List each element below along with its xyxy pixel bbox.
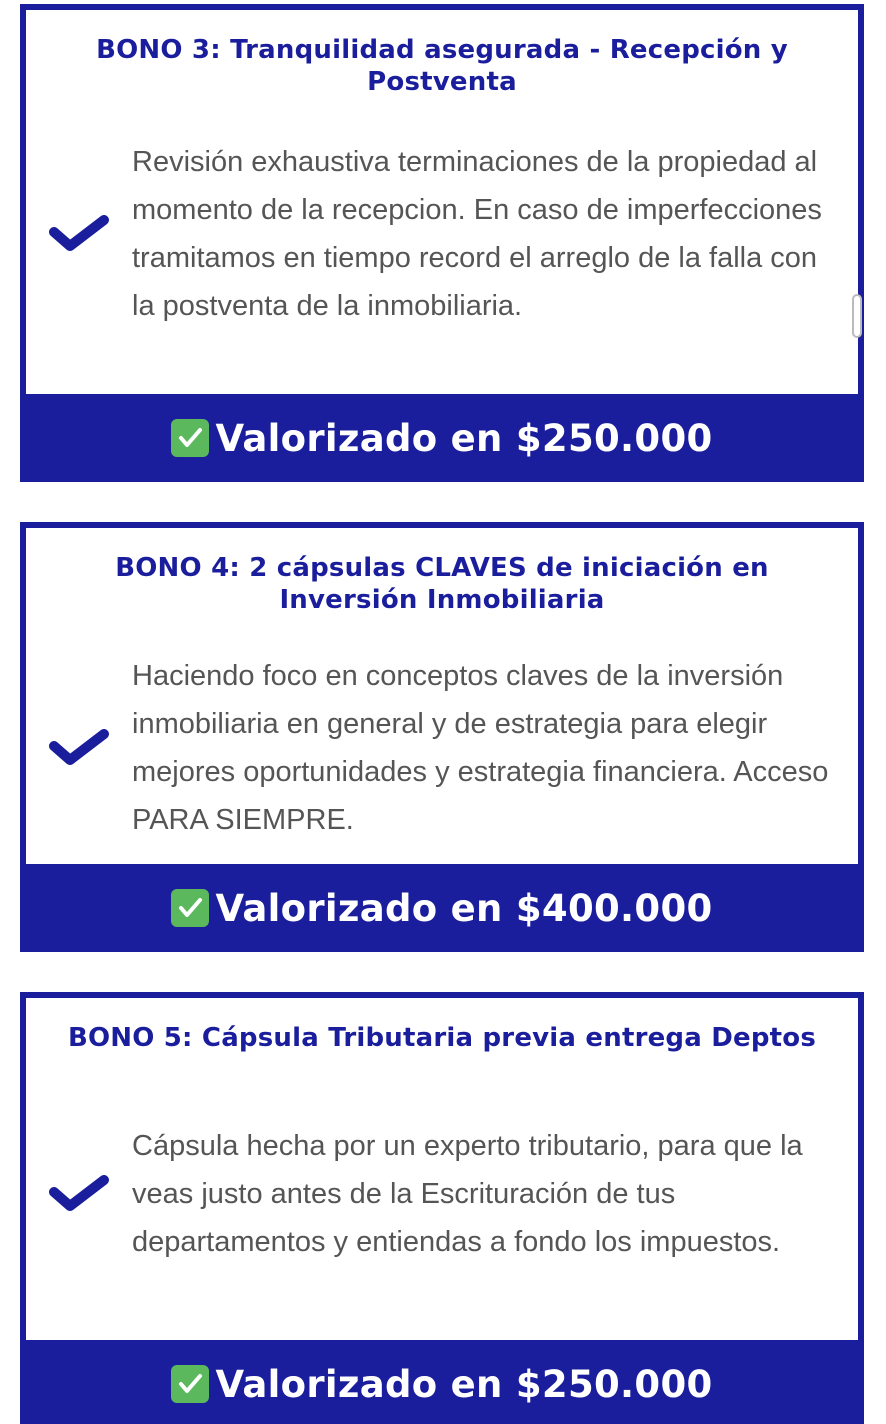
bonus-description: Haciendo foco en conceptos claves de la inversión inmobiliaria en general y de estrategia para elegir mejores oportunidades y estrategia financiera. Acceso PARA SIEMPRE. — [132, 660, 829, 836]
bonus-body — [26, 138, 858, 330]
bonus-body — [26, 1122, 858, 1266]
checkmark-icon — [48, 728, 112, 768]
checkmark-icon — [48, 214, 112, 254]
bonus-title: BONO 3: Tranquilidad asegurada - Recepción y Postventa — [96, 35, 788, 97]
value-text: Valorizado en $250.000 — [215, 1362, 713, 1406]
bonus-title: BONO 5: Cápsula Tributaria previa entrega Deptos — [67, 1023, 817, 1053]
check-mark-button-emoji-icon — [171, 1365, 209, 1403]
value-text: Valorizado en $250.000 — [215, 416, 713, 460]
value-banner — [20, 1340, 864, 1424]
bonus-body — [26, 652, 858, 844]
bonus-title: BONO 4: 2 cápsulas CLAVES de iniciación en Inversión Inmobiliaria — [115, 553, 769, 615]
value-text: Valorizado en $400.000 — [215, 886, 713, 930]
bonus-description: Cápsula hecha por un experto tributario, para que la veas justo antes de la Escrituración de tus departamentos y entiendas a fondo los impuestos. — [132, 1130, 803, 1258]
bonus-description: Revisión exhaustiva terminaciones de la propiedad al momento de la recepcion. En caso de imperfecciones tramitamos en tiempo record el arreglo de la falla con la postventa de la inmobiliaria. — [132, 146, 822, 322]
bonus-card-4 — [20, 522, 864, 952]
check-mark-button-emoji-icon — [171, 419, 209, 457]
check-mark-button-emoji-icon — [171, 889, 209, 927]
bonus-card-3 — [20, 4, 864, 482]
bonus-card-5 — [20, 992, 864, 1424]
checkmark-icon — [48, 1174, 112, 1214]
value-banner — [20, 864, 864, 952]
value-banner — [20, 394, 864, 482]
scroll-handle[interactable] — [852, 294, 862, 338]
